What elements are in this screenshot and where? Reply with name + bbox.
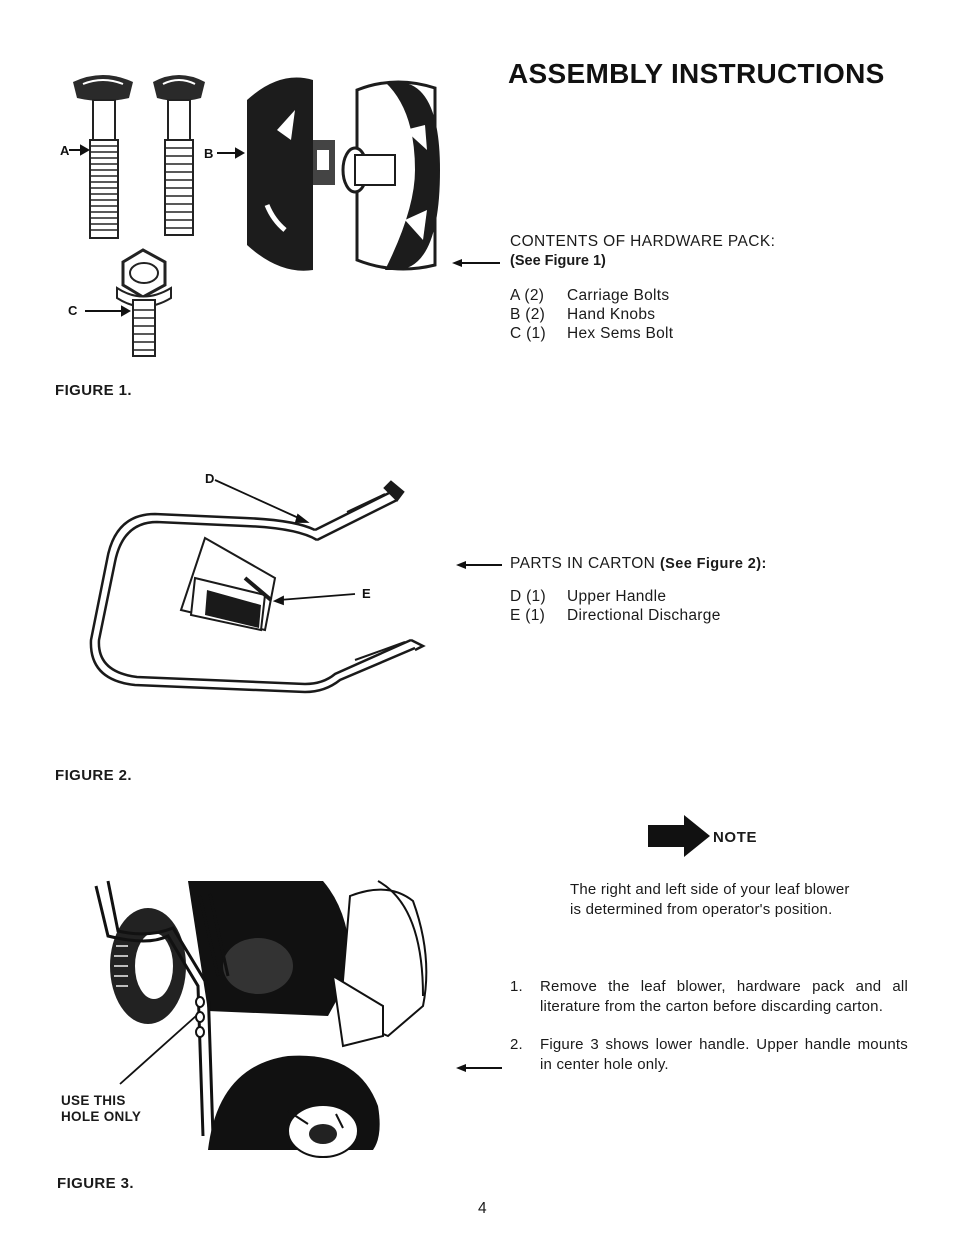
hand-knob-side-illustration bbox=[343, 82, 440, 270]
arrow-left-icon bbox=[456, 1061, 504, 1075]
front-wheel-illustration bbox=[208, 1056, 380, 1157]
carton-list bbox=[510, 587, 721, 625]
list-item: E (1) Directional Discharge bbox=[510, 607, 721, 624]
hardware-pack-subheading: (See Figure 1) bbox=[510, 253, 606, 269]
figure-3-label: FIGURE 3. bbox=[57, 1175, 134, 1192]
callout-a: A bbox=[60, 143, 70, 158]
callout-c: C bbox=[68, 303, 78, 318]
list-item: A (2) Carriage Bolts bbox=[510, 287, 670, 304]
list-item: D (1) Upper Handle bbox=[510, 588, 667, 605]
carriage-bolt-b-illustration bbox=[153, 75, 205, 235]
callout-b: B bbox=[204, 146, 214, 161]
figure-2-illustration bbox=[85, 470, 435, 700]
callout-e: E bbox=[362, 586, 371, 601]
carton-heading: PARTS IN CARTON (See Figure 2): bbox=[510, 555, 767, 572]
directional-discharge-illustration bbox=[181, 538, 275, 630]
step-item: 2. Figure 3 shows lower handle. Upper handle mounts in center hole only. bbox=[510, 1036, 908, 1073]
instruction-steps bbox=[510, 977, 908, 1093]
hole-callout: USE THIS HOLE ONLY bbox=[61, 1093, 142, 1124]
arrow-left-icon bbox=[456, 558, 504, 572]
hex-sems-bolt-c-illustration bbox=[117, 250, 171, 356]
arrow-left-icon bbox=[452, 256, 502, 270]
hardware-pack-heading: CONTENTS OF HARDWARE PACK: bbox=[510, 233, 776, 250]
note-text: The right and left side of your leaf blower is determined from operator's position. bbox=[570, 881, 850, 918]
note-label: NOTE bbox=[713, 829, 758, 846]
figure-1-illustration bbox=[55, 70, 455, 370]
hand-knob-front-illustration bbox=[247, 78, 335, 271]
callout-d: D bbox=[205, 471, 215, 486]
page-number: 4 bbox=[478, 1200, 487, 1217]
figure-1-label: FIGURE 1. bbox=[55, 382, 132, 399]
step-item: 1. Remove the leaf blower, hardware pack and all literature from the carton before discarding carton. bbox=[510, 978, 908, 1015]
carriage-bolt-a-illustration bbox=[73, 75, 133, 238]
list-item: C (1) Hex Sems Bolt bbox=[510, 325, 674, 342]
arrow-right-icon bbox=[648, 815, 710, 857]
figure-2-label: FIGURE 2. bbox=[55, 767, 132, 784]
list-item: B (2) Hand Knobs bbox=[510, 306, 656, 323]
hardware-pack-list bbox=[510, 286, 673, 343]
page-title: ASSEMBLY INSTRUCTIONS bbox=[508, 58, 885, 89]
rear-wheel-illustration bbox=[110, 908, 186, 1024]
